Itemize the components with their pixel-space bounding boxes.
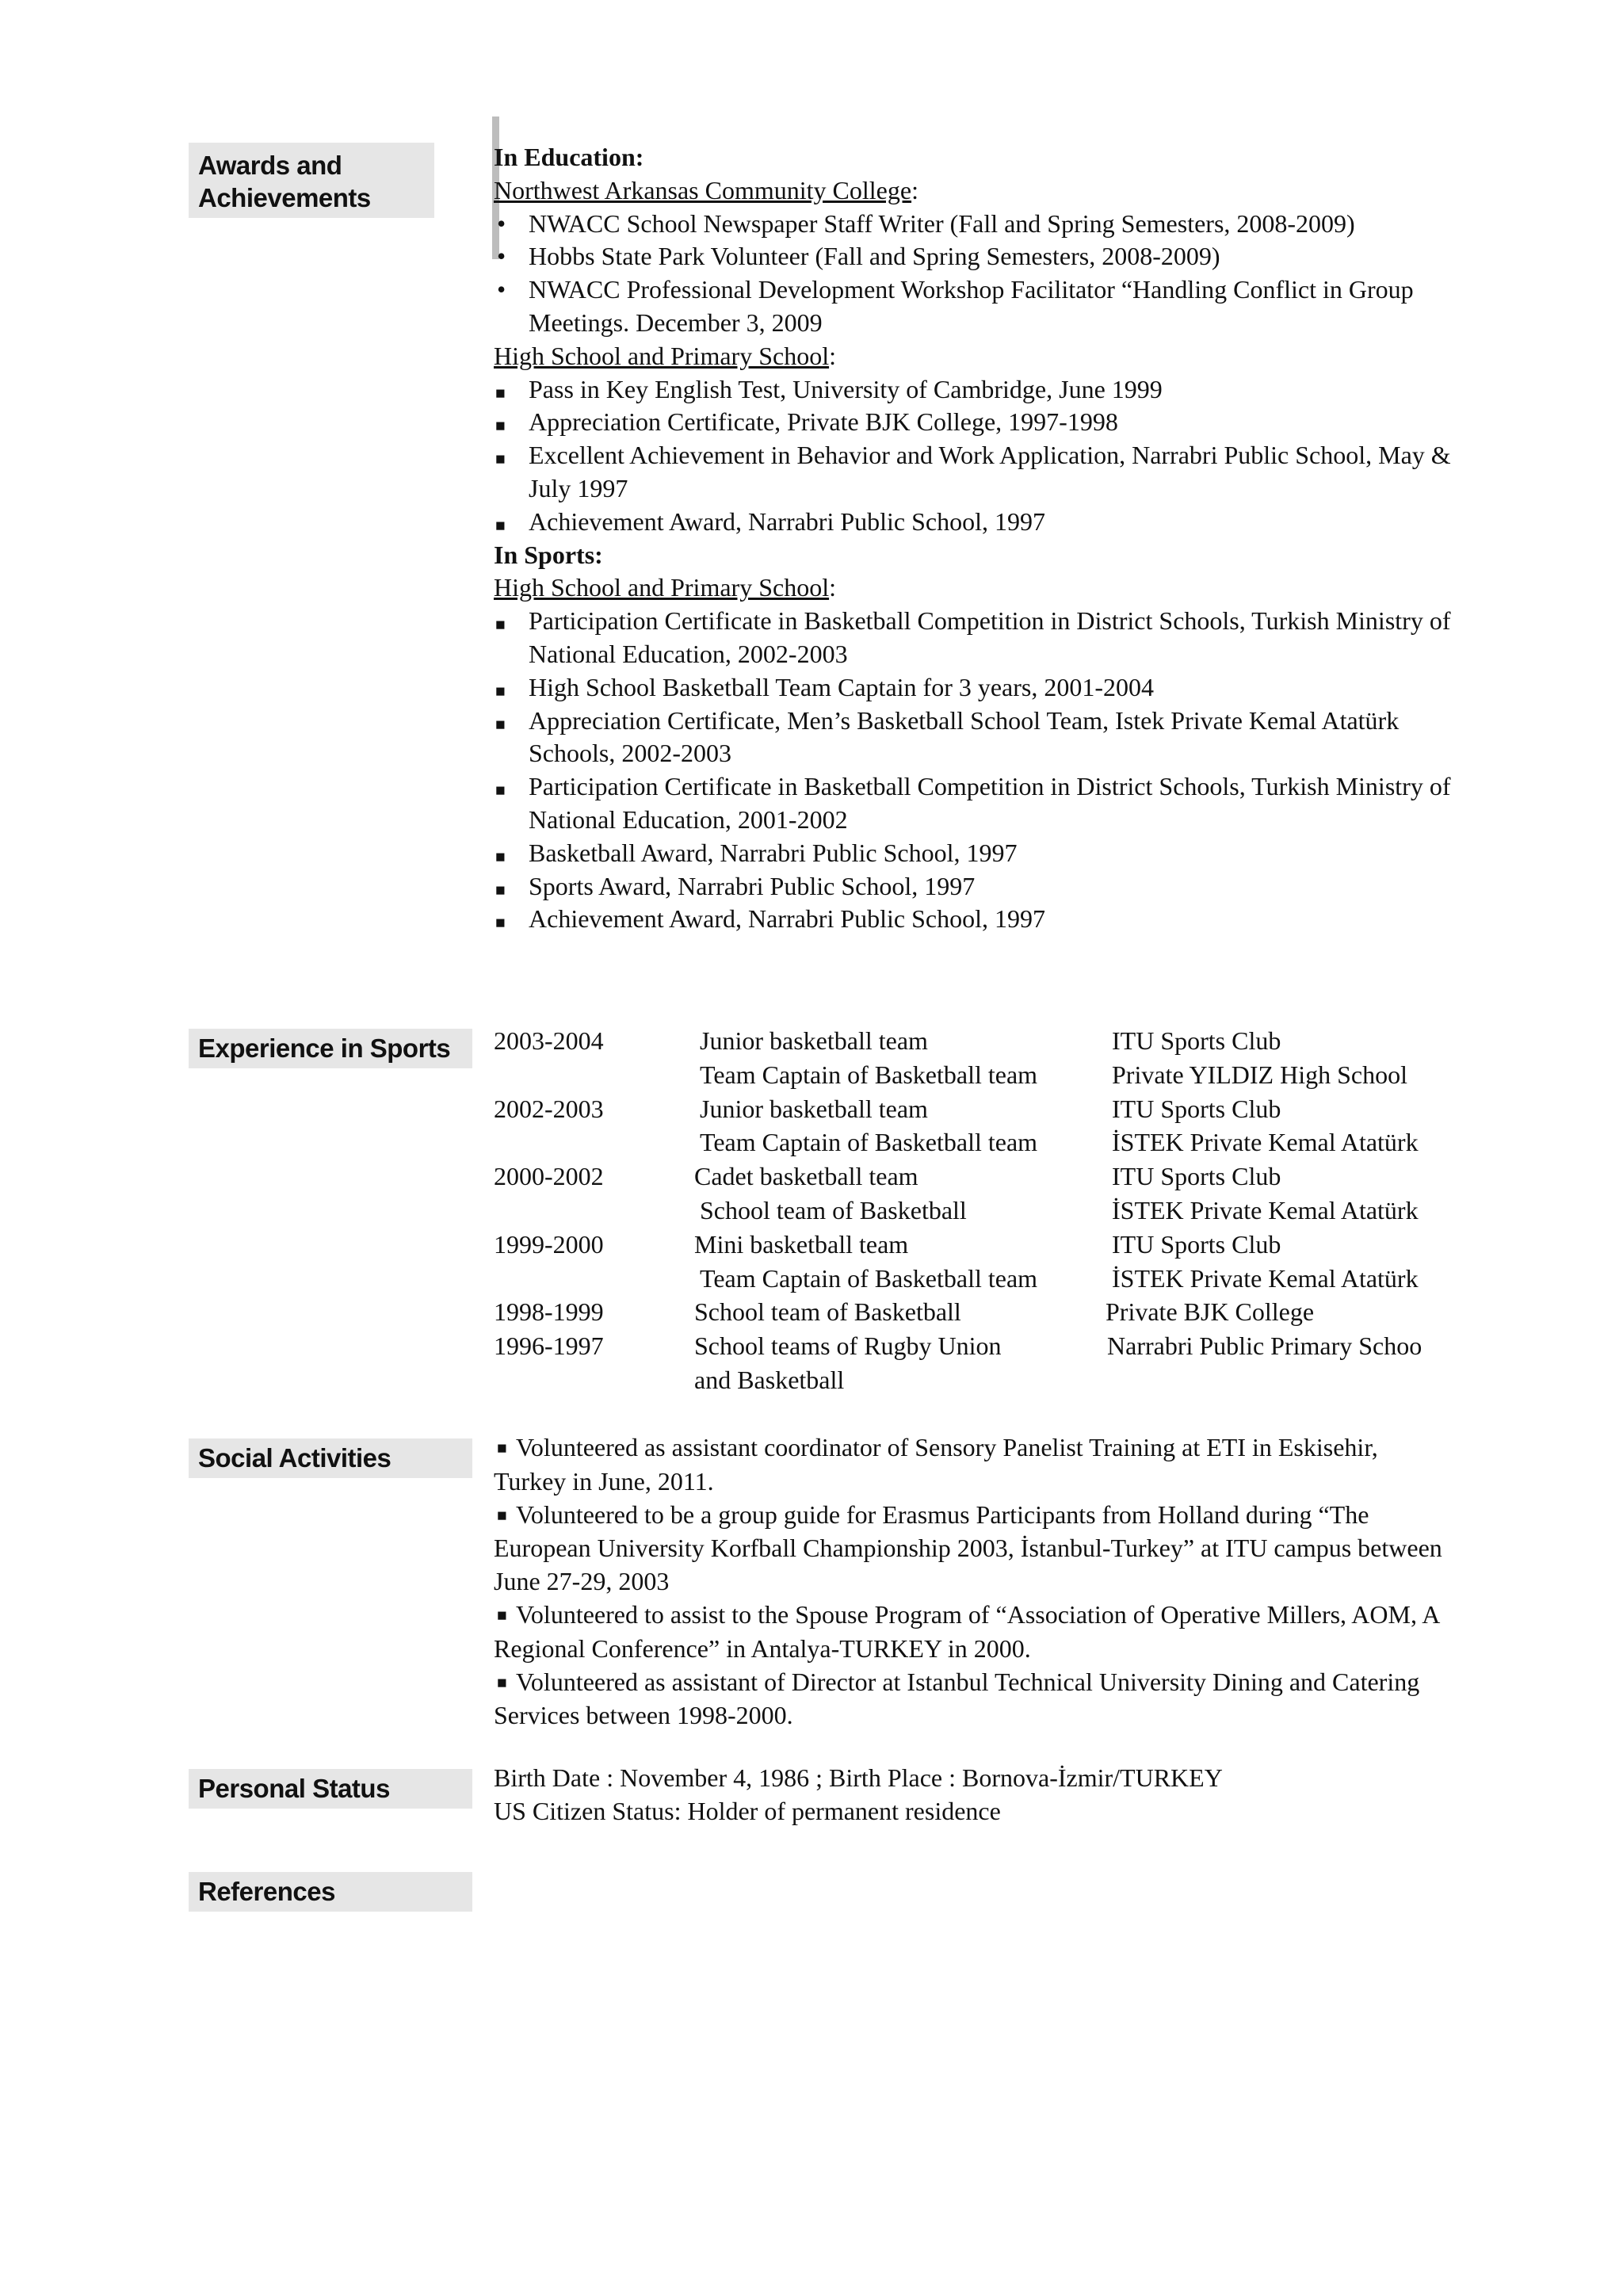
- list-item: [494, 605, 1468, 671]
- bullet-dot-icon: •: [497, 242, 506, 271]
- experience-row: [494, 1196, 1468, 1230]
- nwacc-list: [494, 208, 1468, 340]
- nwacc-heading: Northwest Arkansas Community College:: [494, 175, 918, 204]
- experience-table: [494, 1026, 1468, 1400]
- list-item-text: Participation Certificate in Basketball Competition in District Schools, Turkish Ministry of National Education, 2002-2003: [529, 606, 1451, 668]
- list-item-text: Appreciation Certificate, Private BJK College, 1997-1998: [529, 407, 1118, 437]
- hs-list: [494, 373, 1468, 539]
- section-label-personal: Personal Status: [189, 1769, 472, 1809]
- experience-row: [494, 1331, 1468, 1366]
- hs-heading: High School and Primary School:: [494, 341, 836, 370]
- experience-team: School teams of Rugby Union: [694, 1331, 1002, 1361]
- list-item-text: Achievement Award, Narrabri Public School, 1997: [529, 506, 1046, 536]
- sports-heading: In Sports:: [494, 540, 603, 569]
- experience-row: [494, 1264, 1468, 1298]
- section-label-social: Social Activities: [189, 1438, 472, 1478]
- experience-club: Private YILDIZ High School: [1112, 1060, 1407, 1089]
- experience-club: İSTEK Private Kemal Atatürk: [1112, 1128, 1419, 1157]
- social-item: [494, 1599, 1445, 1666]
- bullet-square-icon: ■: [497, 1672, 511, 1692]
- section-label-experience: Experience in Sports: [189, 1029, 472, 1068]
- experience-team: School team of Basketball: [694, 1297, 961, 1327]
- list-item: [494, 273, 1468, 340]
- list-item-text: Appreciation Certificate, Men’s Basketball School Team, Istek Private Kemal Atatürk Schools, 2002-2003: [529, 705, 1400, 768]
- list-item: [494, 837, 1468, 870]
- list-item-text: Hobbs State Park Volunteer (Fall and Spring Semesters, 2008-2009): [529, 242, 1220, 271]
- social-item: [494, 1431, 1445, 1499]
- experience-year: 2003-2004: [494, 1026, 604, 1055]
- social-item-text: Volunteered to be a group guide for Erasmus Participants from Holland during “The European University Korfball Championship 2003, İstanbul-Turkey” at ITU campus between June 27-29, 2003: [494, 1499, 1442, 1596]
- experience-row: [494, 1128, 1468, 1162]
- experience-row: [494, 1366, 1468, 1400]
- experience-row: [494, 1230, 1468, 1264]
- bullet-square-icon: ■: [497, 1605, 511, 1625]
- list-item: [494, 373, 1468, 407]
- sports-hs-heading: High School and Primary School:: [494, 573, 836, 602]
- experience-row: [494, 1297, 1468, 1331]
- section-label-references: References: [189, 1872, 472, 1912]
- experience-team: Team Captain of Basketball team: [700, 1060, 1038, 1089]
- experience-row: [494, 1095, 1468, 1129]
- list-item: [494, 439, 1468, 506]
- bullet-square-icon: ■: [495, 681, 506, 701]
- bullet-square-icon: ■: [495, 416, 506, 436]
- list-item: [494, 240, 1468, 273]
- bullet-square-icon: ■: [495, 880, 506, 900]
- list-item-text: Participation Certificate in Basketball Competition in District Schools, Turkish Ministry of National Education, 2001-2002: [529, 772, 1451, 834]
- experience-team: Team Captain of Basketball team: [700, 1263, 1038, 1293]
- list-item-text: Basketball Award, Narrabri Public School, 1997: [529, 838, 1018, 867]
- list-item: [494, 671, 1468, 705]
- bullet-square-icon: ■: [495, 714, 506, 734]
- experience-club: İSTEK Private Kemal Atatürk: [1112, 1195, 1419, 1224]
- personal-content: [494, 1762, 1468, 1828]
- experience-team: Mini basketball team: [694, 1229, 909, 1259]
- social-item: [494, 1666, 1445, 1733]
- experience-year: 1999-2000: [494, 1229, 604, 1259]
- list-item-text: High School Basketball Team Captain for 3 years, 2001-2004: [529, 672, 1155, 701]
- bullet-square-icon: ■: [495, 449, 506, 469]
- bullet-square-icon: ■: [495, 383, 506, 403]
- list-item-text: NWACC Professional Development Workshop Facilitator “Handling Conflict in Group Meetings. December 3, 2009: [529, 275, 1414, 337]
- experience-team: and Basketball: [694, 1365, 845, 1394]
- awards-content: [494, 141, 1468, 936]
- list-item-text: NWACC School Newspaper Staff Writer (Fall and Spring Semesters, 2008-2009): [529, 208, 1355, 238]
- bullet-square-icon: ■: [495, 615, 506, 635]
- list-item: [494, 705, 1468, 771]
- section-label-awards: Awards and Achievements: [189, 143, 434, 218]
- experience-year: 2002-2003: [494, 1094, 604, 1123]
- education-heading: In Education:: [494, 143, 644, 171]
- experience-club: İSTEK Private Kemal Atatürk: [1112, 1263, 1419, 1293]
- experience-row: [494, 1026, 1468, 1060]
- list-item: [494, 870, 1468, 904]
- experience-club: ITU Sports Club: [1112, 1229, 1281, 1259]
- experience-team: Cadet basketball team: [694, 1162, 918, 1191]
- experience-row: [494, 1162, 1468, 1196]
- bullet-dot-icon: •: [497, 275, 506, 304]
- bullet-square-icon: ■: [495, 913, 506, 933]
- list-item-text: Achievement Award, Narrabri Public School, 1997: [529, 904, 1046, 934]
- experience-row: [494, 1060, 1468, 1095]
- list-item-text: Sports Award, Narrabri Public School, 1997: [529, 871, 976, 900]
- experience-club: ITU Sports Club: [1112, 1094, 1281, 1123]
- list-item-text: Pass in Key English Test, University of Cambridge, June 1999: [529, 374, 1163, 403]
- experience-year: 2000-2002: [494, 1162, 604, 1191]
- social-item-text: Volunteered as assistant of Director at Istanbul Technical University Dining and Catering Services between 1998-2000.: [494, 1667, 1420, 1730]
- experience-team: School team of Basketball: [700, 1195, 967, 1224]
- birth-info: Birth Date : November 4, 1986 ; Birth Place : Bornova-İzmir/TURKEY: [494, 1763, 1223, 1792]
- bullet-square-icon: ■: [495, 846, 506, 866]
- experience-team: Junior basketball team: [700, 1026, 928, 1055]
- list-item: [494, 903, 1468, 936]
- experience-team: Team Captain of Basketball team: [700, 1128, 1038, 1157]
- social-item-text: Volunteered as assistant coordinator of Sensory Panelist Training at ETI in Eskisehir, Turkey in June, 2011.: [494, 1433, 1378, 1496]
- list-item-text: Excellent Achievement in Behavior and Work Application, Narrabri Public School, May & July 1997: [529, 441, 1451, 502]
- social-list: [494, 1431, 1445, 1733]
- experience-year: 1998-1999: [494, 1297, 604, 1327]
- experience-club: Private BJK College: [1106, 1297, 1315, 1327]
- list-item: [494, 506, 1468, 539]
- bullet-square-icon: ■: [495, 515, 506, 535]
- social-item-text: Volunteered to assist to the Spouse Program of “Association of Operative Millers, AOM, A Regional Conference” in Antalya-TURKEY in 2000.: [494, 1599, 1439, 1663]
- experience-year: 1996-1997: [494, 1331, 604, 1361]
- bullet-square-icon: ■: [497, 1505, 511, 1525]
- experience-club: Narrabri Public Primary Schoo: [1107, 1331, 1423, 1361]
- list-item: [494, 770, 1468, 837]
- bullet-square-icon: ■: [495, 781, 506, 800]
- bullet-square-icon: ■: [497, 1438, 511, 1457]
- sports-list: [494, 605, 1468, 936]
- social-item: [494, 1499, 1445, 1599]
- citizen-status: US Citizen Status: Holder of permanent residence: [494, 1796, 1001, 1825]
- bullet-dot-icon: •: [497, 208, 506, 238]
- experience-club: ITU Sports Club: [1112, 1162, 1281, 1191]
- list-item: [494, 208, 1468, 241]
- list-item: [494, 406, 1468, 439]
- experience-club: ITU Sports Club: [1112, 1026, 1281, 1055]
- experience-team: Junior basketball team: [700, 1094, 928, 1123]
